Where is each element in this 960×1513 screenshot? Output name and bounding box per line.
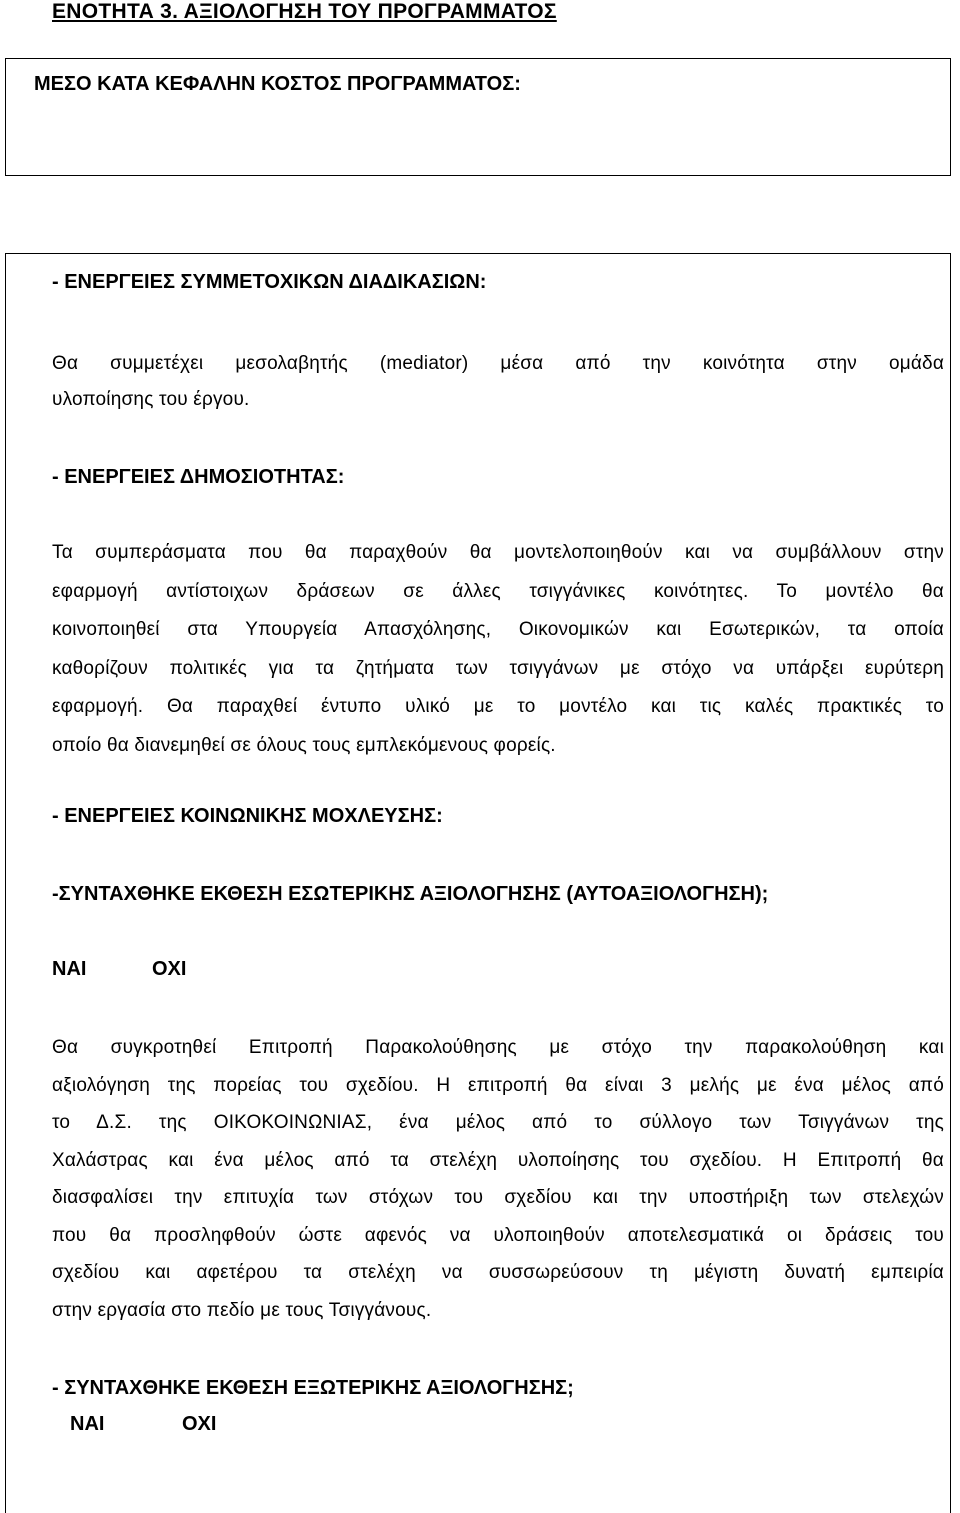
text-line: Τα συμπεράσματα που θα παραχθούν θα μοντελοποιηθούν και να συμβάλλουν στην <box>52 542 944 563</box>
social-heading: - ΕΝΕΡΓΕΙΕΣ ΚΟΙΝΩΝΙΚΗΣ ΜΟΧΛΕΥΣΗΣ: <box>52 805 443 827</box>
cost-box <box>5 58 951 176</box>
text-line: στην εργασία στο πεδίο με τους Τσιγγάνους. <box>52 1299 432 1321</box>
text-line: Θα συμμετέχει μεσολαβητής (mediator) μέσα από την κοινότητα στην ομάδα <box>52 353 944 374</box>
text-line: εφαρμογή. Θα παραχθεί έντυπο υλικό με το μοντέλο και τις καλές πρακτικές το <box>52 696 944 717</box>
text-line: Χαλάστρας και ένα μέλος από τα στελέχη υλοποίησης του σχεδίου. Η Επιτροπή θα <box>52 1149 944 1171</box>
text-line: κοινοποιηθεί στα Υπουργεία Απασχόλησης, Οικονομικών και Εσωτερικών, τα οποία <box>52 619 944 640</box>
text-line: σχεδίου και αφετέρου τα στελέχη να συσσωρεύσουν τη μέγιστη δυνατή εμπειρία <box>52 1262 944 1283</box>
text-line: διασφαλίσει την επιτυχία των στόχων του σχεδίου και την υποστήριξη των στελεχών <box>52 1187 944 1208</box>
text-line: που θα προσληφθούν ώστε αφενός να υλοποιηθούν αποτελεσματικά οι δράσεις του <box>52 1224 944 1246</box>
external-eval-yes: ΝΑΙ <box>70 1413 105 1435</box>
external-eval-no: ΟΧΙ <box>182 1413 217 1435</box>
text-line: καθορίζουν πολιτικές για τα ζητήματα των τσιγγάνων με στόχο να υπάρξει ευρύτερη <box>52 657 944 679</box>
text-line: Θα συγκροτηθεί Επιτροπή Παρακολούθησης με στόχο την παρακολούθηση και <box>52 1037 944 1058</box>
participation-text <box>52 346 944 418</box>
external-eval-question: - ΣΥΝΤΑΧΘΗΚΕ ΕΚΘΕΣΗ ΕΞΩΤΕΡΙΚΗΣ ΑΞΙΟΛΟΓΗΣΗΣ; <box>52 1377 574 1399</box>
internal-eval-text <box>52 1029 944 1329</box>
text-line: αξιολόγηση της πορείας του σχεδίου. Η επιτροπή θα είναι 3 μελής με ένα μέλος από <box>52 1074 944 1096</box>
publicity-heading: - ΕΝΕΡΓΕΙΕΣ ΔΗΜΟΣΙΟΤΗΤΑΣ: <box>52 466 345 488</box>
participation-heading: - ΕΝΕΡΓΕΙΕΣ ΣΥΜΜΕΤΟΧΙΚΩΝ ΔΙΑΔΙΚΑΣΙΩΝ: <box>52 271 487 293</box>
publicity-text <box>52 534 944 765</box>
cost-label: ΜΕΣΟ ΚΑΤΑ ΚΕΦΑΛΗΝ ΚΟΣΤΟΣ ΠΡΟΓΡΑΜΜΑΤΟΣ: <box>34 73 521 95</box>
section-title: ΕΝΟΤΗΤΑ 3. ΑΞΙΟΛΟΓΗΣΗ ΤΟΥ ΠΡΟΓΡΑΜΜΑΤΟΣ <box>52 0 557 23</box>
text-line: το Δ.Σ. της ΟΙΚΟΚΟΙΝΩΝΙΑΣ, ένα μέλος από το σύλλογο των Τσιγγάνων της <box>52 1112 944 1133</box>
text-line: εφαρμογή αντίστοιχων δράσεων σε άλλες τσιγγάνικες κοινότητες. Το μοντέλο θα <box>52 580 944 602</box>
text-line: υλοποίησης του έργου. <box>52 389 250 410</box>
internal-eval-no: ΟΧΙ <box>152 958 187 980</box>
text-line: οποίο θα διανεμηθεί σε όλους τους εμπλεκόμενους φορείς. <box>52 734 556 756</box>
internal-eval-yes: ΝΑΙ <box>52 958 87 980</box>
internal-eval-question: -ΣΥΝΤΑΧΘΗΚΕ ΕΚΘΕΣΗ ΕΣΩΤΕΡΙΚΗΣ ΑΞΙΟΛΟΓΗΣΗΣ (ΑΥΤΟΑΞΙΟΛΟΓΗΣΗ); <box>52 883 769 905</box>
